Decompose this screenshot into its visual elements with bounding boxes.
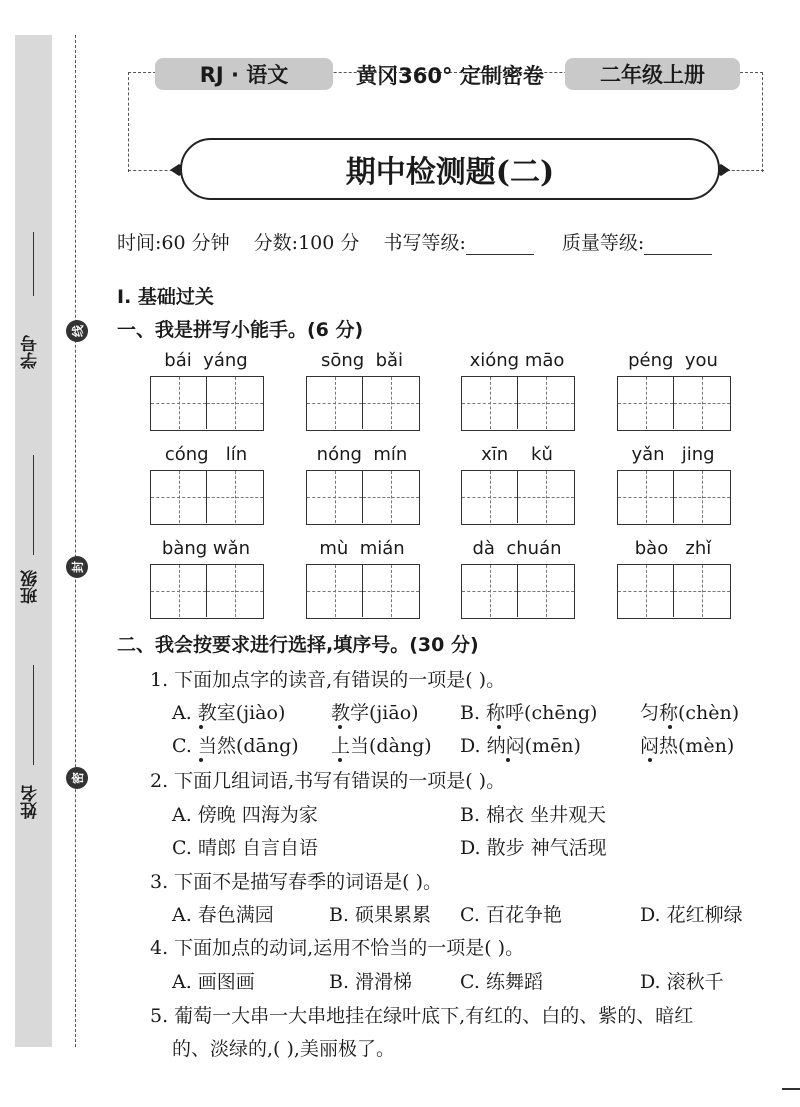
option-a[interactable]: A. 春色满园 (172, 904, 274, 926)
emphasis-dot (668, 725, 672, 729)
writing-grid[interactable] (150, 470, 264, 525)
binding-cut-line (75, 35, 76, 1047)
option-b2: 匀称(chèn) (640, 702, 740, 724)
option-b1[interactable]: B. 称呼(chēng) (460, 702, 598, 724)
student-id-label: 学号 (21, 335, 41, 369)
option-c[interactable]: C. 晴郎 自言自语 (172, 837, 318, 859)
option-c[interactable]: C. 练舞蹈 (460, 971, 543, 993)
writing-grid[interactable] (461, 376, 575, 431)
class-blank (33, 455, 34, 555)
pinyin-label: xióng māo (469, 350, 565, 371)
pinyin-label: dà chuán (472, 538, 562, 559)
emphasis-dot (648, 758, 652, 762)
emphasis-dot (338, 725, 342, 729)
emphasis-dot (497, 725, 501, 729)
option-b[interactable]: B. 滑滑梯 (329, 971, 413, 993)
question-2-heading: 二、我会按要求进行选择,填序号。(30 分) (117, 634, 479, 656)
option-a[interactable]: A. 傍晚 四海为家 (172, 804, 318, 826)
writing-grid[interactable] (617, 564, 731, 619)
pinyin-label: xīn kǔ (481, 444, 553, 465)
option-d1[interactable]: D. 纳闷(mēn) (460, 735, 581, 757)
pinyin-label: bào zhǐ (634, 538, 712, 559)
option-c[interactable]: C. 百花争艳 (460, 904, 562, 926)
emphasis-dot (199, 758, 203, 762)
option-d[interactable]: D. 散步 神气活现 (460, 837, 607, 859)
pinyin-label: yǎn jing (631, 444, 715, 465)
option-c1[interactable]: C. 当然(dāng) (172, 735, 299, 757)
seal-seal-mark: 封 (66, 556, 88, 578)
option-b[interactable]: B. 硕果累累 (329, 904, 432, 926)
student-id-blank (33, 232, 34, 296)
pinyin-label: bái yáng (164, 350, 248, 371)
writing-grid[interactable] (150, 376, 264, 431)
time-info: 时间:60 分钟 (117, 232, 230, 254)
option-c2: 上当(dàng) (331, 735, 432, 757)
writing-grade-label: 书写等级: (383, 232, 466, 254)
question-stem: 2. 下面几组词语,书写有错误的一项是( )。 (150, 770, 506, 792)
question-stem: 1. 下面加点字的读音,有错误的一项是( )。 (150, 669, 506, 691)
emphasis-dot (506, 758, 510, 762)
question-stem: 4. 下面加点的动词,运用不恰当的一项是( )。 (150, 937, 525, 959)
name-label: 姓名 (21, 785, 41, 819)
pinyin-label: nóng mín (316, 444, 408, 465)
option-a[interactable]: A. 画图画 (172, 971, 255, 993)
seal-line-mark: 线 (66, 320, 88, 342)
edition-badge: RJ · 语文 (155, 58, 333, 90)
pinyin-label: bàng wǎn (161, 538, 251, 559)
question-stem: 3. 下面不是描写春季的词语是( )。 (150, 871, 443, 893)
writing-grid[interactable] (461, 564, 575, 619)
question-stem-continued: 的、淡绿的,( ),美丽极了。 (172, 1038, 395, 1060)
writing-grid[interactable] (461, 470, 575, 525)
writing-grid[interactable] (306, 376, 420, 431)
option-b[interactable]: B. 棉衣 坐井观天 (460, 804, 607, 826)
score-info: 分数:100 分 (253, 232, 360, 254)
pinyin-label: sōng bǎi (320, 350, 404, 371)
writing-grid[interactable] (617, 470, 731, 525)
pinyin-label: péng you (628, 350, 718, 371)
writing-grid[interactable] (306, 470, 420, 525)
writing-grid[interactable] (150, 564, 264, 619)
name-blank (33, 665, 34, 765)
exam-meta (117, 228, 734, 255)
pinyin-label: mù mián (319, 538, 405, 559)
quality-grade-blank[interactable] (644, 233, 712, 255)
quality-grade-label: 质量等级: (561, 232, 645, 254)
brand-name: 黄冈360° 定制密卷 (356, 64, 544, 88)
question-1-heading: 一、我是拼写小能手。(6 分) (117, 319, 364, 341)
class-label: 班级 (21, 570, 41, 604)
option-a1[interactable]: A. 教室(jiào) (172, 702, 286, 724)
option-d2: 闷热(mèn) (640, 735, 735, 757)
option-d[interactable]: D. 花红柳绿 (640, 904, 743, 926)
page-corner-mark (782, 1088, 800, 1090)
pinyin-label: cóng lín (164, 444, 248, 465)
emphasis-dot (338, 758, 342, 762)
writing-grid[interactable] (617, 376, 731, 431)
seal-secret-mark: 密 (66, 767, 88, 789)
option-a2: 教学(jiāo) (331, 702, 419, 724)
option-d[interactable]: D. 滚秋千 (640, 971, 724, 993)
grade-badge: 二年级上册 (565, 58, 740, 90)
writing-grid[interactable] (306, 564, 420, 619)
question-stem: 5. 葡萄一大串一大串地挂在绿叶底下,有红的、白的、紫的、暗红 (150, 1005, 694, 1027)
emphasis-dot (199, 725, 203, 729)
writing-grade-blank[interactable] (466, 233, 534, 255)
exam-title: 期中检测题(二) (180, 138, 720, 200)
section-heading: Ⅰ. 基础过关 (117, 286, 214, 308)
